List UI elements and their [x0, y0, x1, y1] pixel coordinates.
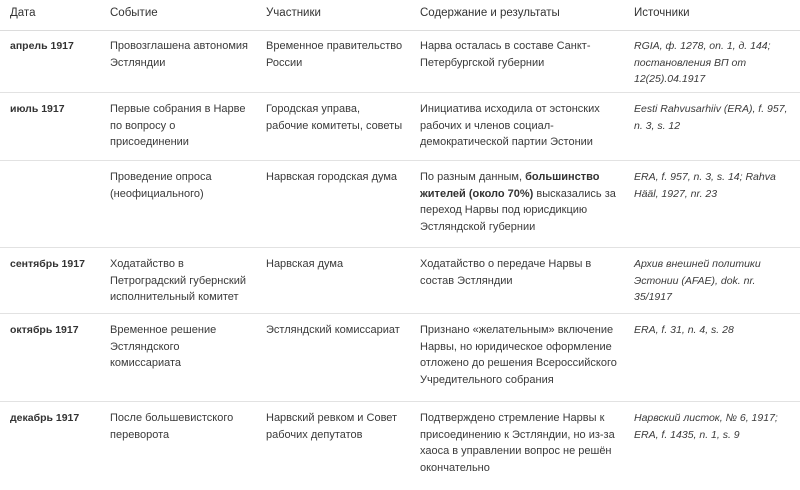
row-participants — [266, 101, 412, 134]
content-text: По разным данным, — [420, 171, 526, 183]
event-line: присоединении — [110, 136, 189, 148]
content-line: Нарвы, но юридическое оформление — [420, 340, 612, 353]
source-line: ERA, f. 1435, n. 1, s. 9 — [634, 428, 740, 441]
participants-line: России — [266, 56, 303, 69]
table-row — [0, 314, 800, 402]
content-line: рабочих и членов социал- — [420, 119, 554, 132]
row-content — [420, 256, 620, 289]
row-content — [420, 101, 620, 151]
row-event — [110, 38, 258, 71]
row-event — [110, 169, 258, 202]
row-content — [420, 322, 620, 388]
header-event: Событие — [110, 7, 158, 19]
table-row — [0, 93, 800, 161]
row-sources — [634, 101, 794, 134]
event-line: Проведение опроса — [110, 171, 212, 183]
row-event — [110, 101, 258, 151]
row-event — [110, 410, 258, 443]
row-date: июль 1917 — [10, 103, 65, 115]
row-sources — [634, 410, 794, 443]
content-line: Петербургской губернии — [420, 56, 545, 69]
event-line: (неофициального) — [110, 187, 204, 200]
content-line: Учредительного собрания — [420, 373, 554, 386]
table-row — [0, 161, 800, 248]
source-line: ERA, f. 31, n. 4, s. 28 — [634, 324, 734, 336]
source-line: 35/1917 — [634, 291, 672, 303]
content-line — [420, 169, 620, 186]
participants-line: Нарвская городская дума — [266, 171, 398, 183]
row-sources — [634, 256, 794, 306]
content-line: Ходатайство о передаче Нарвы в — [420, 258, 592, 270]
content-line: Инициатива исходила от эстонских — [420, 103, 600, 115]
content-line: Подтверждено стремление Нарвы к — [420, 412, 605, 424]
content-line: переход Нарвы под юрисдикцию — [420, 204, 588, 216]
participants-line: рабочих депутатов — [266, 428, 363, 441]
event-line: Ходатайство в — [110, 258, 184, 270]
source-line: n. 3, s. 12 — [634, 119, 681, 132]
row-participants — [266, 322, 412, 339]
source-line: Eesti Rahvusarhiiv (ERA), f. 957, — [634, 103, 788, 115]
event-line: После большевистского — [110, 412, 234, 424]
row-event — [110, 322, 258, 372]
source-line: Архив внешней политики — [634, 258, 761, 270]
event-line: Петроградский губернский — [110, 274, 246, 287]
content-line: хаоса в управлении вопрос не решён — [420, 445, 612, 457]
content-line — [420, 186, 620, 203]
row-date: апрель 1917 — [10, 40, 74, 52]
participants-line: Городская управа, — [266, 103, 361, 115]
source-line: Эстонии (AFAE), dok. nr. — [634, 274, 756, 287]
content-bold: жителей (около 70%) — [420, 187, 534, 200]
participants-line: Эстляндский комиссариат — [266, 324, 400, 336]
source-line: ERA, f. 957, n. 3, s. 14; Rahva — [634, 171, 776, 183]
content-line: состав Эстляндии — [420, 274, 513, 287]
event-line: Первые собрания в Нарве — [110, 103, 246, 115]
table-row — [0, 30, 800, 93]
participants-line: Нарвская дума — [266, 258, 344, 270]
source-line: Hääl, 1927, nr. 23 — [634, 187, 718, 200]
event-line: переворота — [110, 428, 170, 441]
header-sources: Источники — [634, 7, 690, 19]
header-content: Содержание и результаты — [420, 7, 560, 19]
header-participants: Участники — [266, 7, 321, 19]
content-line: отложено до решения Всероссийского — [420, 357, 617, 369]
table-row — [0, 248, 800, 314]
event-line: по вопросу о — [110, 119, 176, 132]
row-date: декабрь 1917 — [10, 412, 80, 424]
event-line: Провозглашена автономия — [110, 40, 249, 52]
event-line: комиссариата — [110, 357, 182, 369]
table-header — [0, 0, 800, 31]
event-line: Эстляндии — [110, 56, 166, 69]
row-sources — [634, 322, 794, 339]
row-participants — [266, 169, 412, 186]
source-line: постановления ВП от — [634, 56, 747, 69]
content-line: демократической партии Эстонии — [420, 136, 593, 148]
row-content — [420, 410, 620, 476]
content-line: Признано «желательным» включение — [420, 324, 614, 336]
content-line: присоединению к Эстляндии, но из-за — [420, 428, 615, 441]
content-bold: большинство — [525, 171, 600, 183]
source-line: Нарвский листок, № 6, 1917; — [634, 412, 778, 424]
row-participants — [266, 410, 412, 443]
content-line: Эстляндской губернии — [420, 220, 536, 233]
content-line: Нарва осталась в составе Санкт- — [420, 40, 591, 52]
source-line: RGIA, ф. 1278, on. 1, д. 144; — [634, 40, 771, 52]
event-line: Временное решение — [110, 324, 217, 336]
row-date: октябрь 1917 — [10, 324, 79, 336]
row-content — [420, 38, 620, 71]
row-content — [420, 169, 620, 235]
row-event — [110, 256, 258, 306]
content-text: высказались за — [533, 187, 616, 200]
row-sources — [634, 38, 794, 88]
row-participants — [266, 38, 412, 71]
header-date: Дата — [10, 7, 36, 19]
participants-line: рабочие комитеты, советы — [266, 119, 403, 132]
event-line: Эстляндского — [110, 340, 180, 353]
table-row — [0, 402, 800, 490]
source-line: 12(25).04.1917 — [634, 73, 706, 85]
participants-line: Временное правительство — [266, 40, 403, 52]
row-date: сентябрь 1917 — [10, 258, 85, 270]
content-line: окончательно — [420, 461, 490, 474]
row-sources — [634, 169, 794, 202]
participants-line: Нарвский ревком и Совет — [266, 412, 398, 424]
row-participants — [266, 256, 412, 273]
event-line: исполнительный комитет — [110, 291, 239, 303]
